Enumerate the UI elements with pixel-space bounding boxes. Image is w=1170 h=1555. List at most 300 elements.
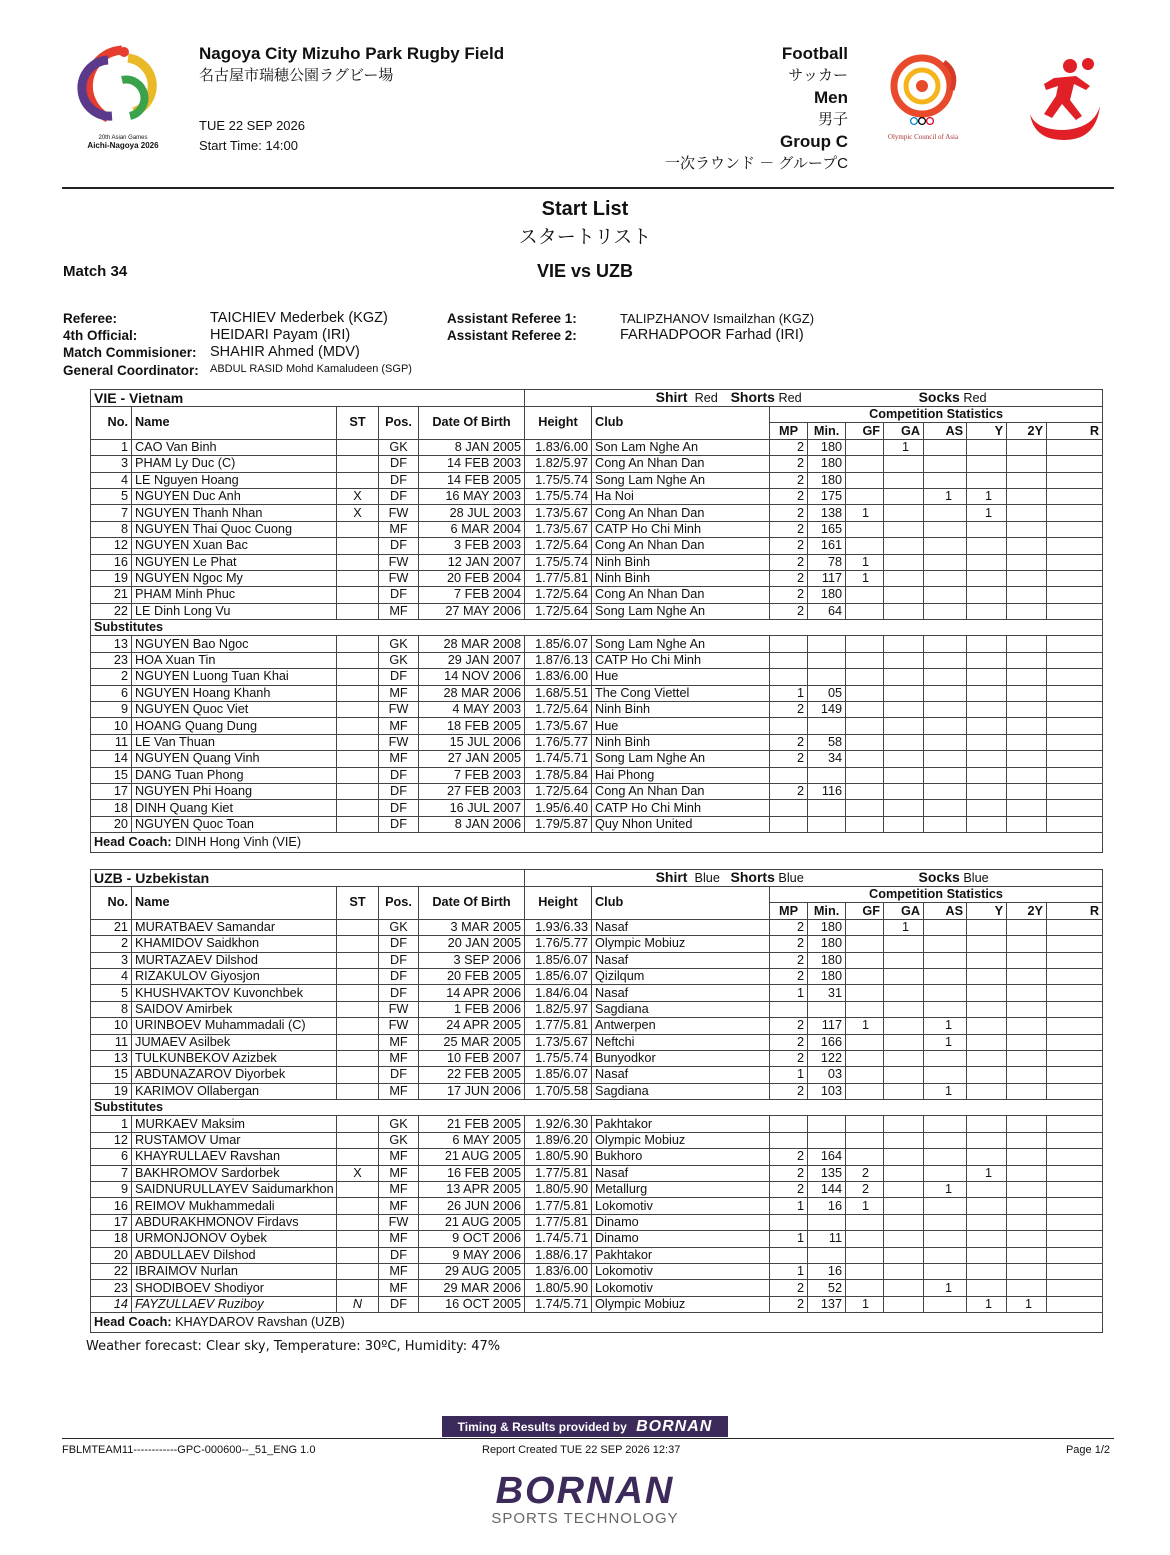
stat-min: 58	[808, 734, 846, 750]
stat-mp: 2	[770, 734, 808, 750]
stat-as	[924, 734, 967, 750]
player-club: Son Lam Nghe An	[592, 439, 770, 455]
stat-as: 1	[924, 1034, 967, 1050]
player-dob: 28 MAR 2008	[419, 636, 525, 652]
stat-y	[967, 952, 1007, 968]
player-number: 8	[91, 1001, 132, 1017]
stat-min: 161	[808, 538, 846, 554]
stat-mp: 2	[770, 439, 808, 455]
player-status	[337, 570, 379, 586]
stat-min: 180	[808, 952, 846, 968]
player-position: MF	[379, 1050, 419, 1066]
player-club: Metallurg	[592, 1182, 770, 1198]
player-status	[337, 952, 379, 968]
player-dob: 3 SEP 2006	[419, 952, 525, 968]
col-header-y: Y	[967, 423, 1007, 439]
report-code: FBLMTEAM11------------GPC-000600--_51_ENG 1.0	[62, 1444, 316, 1456]
player-dob: 4 MAY 2003	[419, 702, 525, 718]
player-club: Nasaf	[592, 1067, 770, 1083]
stat-gf	[846, 456, 884, 472]
stat-min: 138	[808, 505, 846, 521]
player-name: URMONJONOV Oybek	[132, 1231, 337, 1247]
kit-shorts-label: Shorts	[730, 869, 775, 885]
stat-mp: 2	[770, 968, 808, 984]
stat-min: 164	[808, 1149, 846, 1165]
stat-as	[924, 1001, 967, 1017]
player-height: 1.82/5.97	[525, 456, 592, 472]
player-number: 21	[91, 919, 132, 935]
player-height: 1.87/6.13	[525, 652, 592, 668]
stat-y	[967, 1132, 1007, 1148]
match-teams: VIE vs UZB	[536, 261, 634, 281]
team-header-row	[91, 870, 1103, 887]
player-club: Nasaf	[592, 919, 770, 935]
player-status	[337, 587, 379, 603]
col-header-no: No.	[91, 887, 132, 920]
col-header-gf: GF	[846, 903, 884, 919]
player-status: X	[337, 1165, 379, 1181]
stat-gf	[846, 472, 884, 488]
stat-ga	[884, 1247, 924, 1263]
player-number: 7	[91, 1165, 132, 1181]
head-coach-value: KHAYDAROV Ravshan (UZB)	[175, 1315, 345, 1330]
player-row	[91, 636, 1103, 652]
venue-name: Nagoya City Mizuho Park Rugby Field	[199, 44, 505, 63]
stat-gf	[846, 603, 884, 619]
player-club: Sagdiana	[592, 1083, 770, 1099]
stat-2y	[1007, 1149, 1047, 1165]
stat-2y	[1007, 800, 1047, 816]
stat-min	[808, 1001, 846, 1017]
player-dob: 16 FEB 2005	[419, 1165, 525, 1181]
stat-min	[808, 1247, 846, 1263]
player-dob: 3 FEB 2003	[419, 538, 525, 554]
player-status	[337, 1231, 379, 1247]
player-name: HOANG Quang Dung	[132, 718, 337, 734]
stat-gf: 1	[846, 570, 884, 586]
player-number: 1	[91, 1116, 132, 1132]
stat-as	[924, 538, 967, 554]
player-number: 6	[91, 685, 132, 701]
stat-mp: 2	[770, 919, 808, 935]
player-height: 1.77/5.81	[525, 1165, 592, 1181]
stat-ga	[884, 456, 924, 472]
player-name: JUMAEV Asilbek	[132, 1034, 337, 1050]
player-row	[91, 1280, 1103, 1296]
stat-y	[967, 816, 1007, 832]
player-dob: 29 JAN 2007	[419, 652, 525, 668]
player-height: 1.76/5.77	[525, 936, 592, 952]
stat-y	[967, 587, 1007, 603]
stat-2y	[1007, 554, 1047, 570]
stat-as	[924, 505, 967, 521]
ar2-label: Assistant Referee 2:	[447, 328, 577, 343]
stat-mp	[770, 1247, 808, 1263]
player-name: NGUYEN Thai Quoc Cuong	[132, 521, 337, 537]
player-club: Bukhoro	[592, 1149, 770, 1165]
col-header-as: AS	[924, 903, 967, 919]
player-name: NGUYEN Le Phat	[132, 554, 337, 570]
player-status	[337, 767, 379, 783]
player-dob: 27 JAN 2005	[419, 751, 525, 767]
stat-ga	[884, 1067, 924, 1083]
player-dob: 6 MAR 2004	[419, 521, 525, 537]
stat-y	[967, 521, 1007, 537]
player-dob: 1 FEB 2006	[419, 1001, 525, 1017]
player-position: DF	[379, 767, 419, 783]
kit-socks-value: Red	[963, 391, 987, 405]
player-status	[337, 456, 379, 472]
stat-r	[1047, 1182, 1103, 1198]
player-row	[91, 1247, 1103, 1263]
stat-min	[808, 1214, 846, 1230]
player-row	[91, 603, 1103, 619]
player-height: 1.74/5.71	[525, 751, 592, 767]
stat-r	[1047, 636, 1103, 652]
player-number: 3	[91, 456, 132, 472]
player-height: 1.80/5.90	[525, 1280, 592, 1296]
stat-min: 149	[808, 702, 846, 718]
player-club: CATP Ho Chi Minh	[592, 652, 770, 668]
player-row	[91, 521, 1103, 537]
stat-2y	[1007, 1083, 1047, 1099]
stat-2y	[1007, 816, 1047, 832]
player-number: 19	[91, 1083, 132, 1099]
stat-gf	[846, 521, 884, 537]
player-dob: 21 AUG 2005	[419, 1214, 525, 1230]
stat-as	[924, 1149, 967, 1165]
stat-as	[924, 767, 967, 783]
stat-r	[1047, 816, 1103, 832]
player-row	[91, 1034, 1103, 1050]
col-header-as: AS	[924, 423, 967, 439]
ar1-label: Assistant Referee 1:	[447, 311, 577, 326]
player-height: 1.72/5.64	[525, 603, 592, 619]
stat-gf	[846, 968, 884, 984]
stat-mp: 2	[770, 1083, 808, 1099]
kit-shorts	[730, 869, 924, 887]
stat-mp: 2	[770, 1050, 808, 1066]
stat-as	[924, 587, 967, 603]
player-height: 1.88/6.17	[525, 1247, 592, 1263]
stat-r	[1047, 1198, 1103, 1214]
stat-min: 180	[808, 919, 846, 935]
player-name: NGUYEN Quang Vinh	[132, 751, 337, 767]
player-name: NGUYEN Hoang Khanh	[132, 685, 337, 701]
player-position: DF	[379, 952, 419, 968]
stat-y	[967, 1034, 1007, 1050]
stat-y	[967, 985, 1007, 1001]
kit-shirt-label: Shirt	[655, 869, 688, 885]
stat-r	[1047, 587, 1103, 603]
stat-2y	[1007, 538, 1047, 554]
player-row	[91, 800, 1103, 816]
player-position: MF	[379, 1280, 419, 1296]
player-club: Olympic Mobiuz	[592, 936, 770, 952]
player-name: SAIDOV Amirbek	[132, 1001, 337, 1017]
commissioner-value: SHAHIR Ahmed (MDV)	[210, 344, 360, 360]
player-club: Pakhtakor	[592, 1116, 770, 1132]
stat-gf: 1	[846, 1296, 884, 1312]
stat-y: 1	[967, 488, 1007, 504]
col-header-height: Height	[525, 407, 592, 440]
stat-ga	[884, 718, 924, 734]
kit-socks-value: Blue	[963, 871, 989, 885]
sport-jp: サッカー	[788, 67, 848, 84]
stat-as: 1	[924, 1083, 967, 1099]
stat-2y	[1007, 767, 1047, 783]
stat-min: 117	[808, 1018, 846, 1034]
team-table-vie	[90, 389, 1103, 853]
player-club: Neftchi	[592, 1034, 770, 1050]
oca-logo	[878, 48, 968, 148]
stat-y	[967, 472, 1007, 488]
player-status	[337, 1280, 379, 1296]
stat-r	[1047, 1247, 1103, 1263]
stat-gf	[846, 488, 884, 504]
stat-min: 180	[808, 936, 846, 952]
stat-2y	[1007, 1034, 1047, 1050]
stat-ga	[884, 1296, 924, 1312]
player-club: Ninh Binh	[592, 554, 770, 570]
player-position: MF	[379, 1198, 419, 1214]
stat-r	[1047, 919, 1103, 935]
col-header-pos: Pos.	[379, 407, 419, 440]
col-header-y2: 2Y	[1007, 423, 1047, 439]
player-position: FW	[379, 734, 419, 750]
player-status	[337, 1083, 379, 1099]
player-height: 1.95/6.40	[525, 800, 592, 816]
stat-min	[808, 800, 846, 816]
stat-ga	[884, 603, 924, 619]
stat-mp: 1	[770, 985, 808, 1001]
stat-r	[1047, 685, 1103, 701]
player-dob: 21 FEB 2005	[419, 1116, 525, 1132]
player-dob: 28 MAR 2006	[419, 685, 525, 701]
player-number: 1	[91, 439, 132, 455]
stat-2y	[1007, 751, 1047, 767]
stat-min: 05	[808, 685, 846, 701]
player-name: PHAM Ly Duc (C)	[132, 456, 337, 472]
stat-2y	[1007, 1165, 1047, 1181]
stat-gf	[846, 538, 884, 554]
player-number: 20	[91, 1247, 132, 1263]
player-position: MF	[379, 1182, 419, 1198]
stat-gf	[846, 952, 884, 968]
stat-as	[924, 1067, 967, 1083]
col-header-min: Min.	[808, 423, 846, 439]
stat-r	[1047, 669, 1103, 685]
stat-min: 16	[808, 1263, 846, 1279]
player-position: MF	[379, 1231, 419, 1247]
team-header-row	[91, 390, 1103, 407]
stat-gf: 1	[846, 505, 884, 521]
head-coach-row	[91, 1313, 1103, 1333]
player-height: 1.68/5.51	[525, 685, 592, 701]
stat-ga: 1	[884, 919, 924, 935]
player-status: X	[337, 488, 379, 504]
kit-shirt-value: Red	[694, 391, 718, 405]
stat-min: 180	[808, 439, 846, 455]
col-header-mp: MP	[770, 903, 808, 919]
stat-y	[967, 652, 1007, 668]
stat-ga	[884, 472, 924, 488]
stat-mp: 2	[770, 1165, 808, 1181]
player-status	[337, 1247, 379, 1263]
group: Group C	[780, 132, 848, 151]
player-row	[91, 816, 1103, 832]
stat-2y	[1007, 669, 1047, 685]
player-number: 17	[91, 1214, 132, 1230]
player-name: LE Nguyen Hoang	[132, 472, 337, 488]
player-club: Antwerpen	[592, 1018, 770, 1034]
stat-y	[967, 669, 1007, 685]
player-number: 8	[91, 521, 132, 537]
player-row	[91, 587, 1103, 603]
player-row	[91, 702, 1103, 718]
stat-as	[924, 816, 967, 832]
head-coach	[91, 1313, 1103, 1333]
kit-shorts-value: Red	[778, 391, 802, 405]
col-header-competition-stats: Competition Statistics	[770, 407, 1103, 423]
stat-min: 180	[808, 472, 846, 488]
col-header-gf: GF	[846, 423, 884, 439]
stat-as	[924, 669, 967, 685]
stat-r	[1047, 1001, 1103, 1017]
ar2-value: FARHADPOOR Farhad (IRI)	[620, 327, 804, 343]
stat-2y	[1007, 1067, 1047, 1083]
stat-as	[924, 554, 967, 570]
stat-ga	[884, 1214, 924, 1230]
stat-as: 1	[924, 488, 967, 504]
player-number: 16	[91, 1198, 132, 1214]
player-row	[91, 1050, 1103, 1066]
player-dob: 9 OCT 2006	[419, 1231, 525, 1247]
football-player-icon	[1024, 56, 1104, 141]
stat-mp: 2	[770, 1149, 808, 1165]
player-dob: 3 MAR 2005	[419, 919, 525, 935]
stat-2y	[1007, 488, 1047, 504]
stat-as	[924, 1165, 967, 1181]
page-number: Page 1/2	[1065, 1444, 1110, 1456]
stat-r	[1047, 783, 1103, 799]
player-status	[337, 936, 379, 952]
player-height: 1.80/5.90	[525, 1149, 592, 1165]
player-number: 11	[91, 734, 132, 750]
stat-2y	[1007, 1280, 1047, 1296]
column-header-row	[91, 407, 1103, 423]
footer-divider	[62, 1438, 1114, 1439]
player-position: FW	[379, 702, 419, 718]
col-header-club: Club	[592, 887, 770, 920]
stat-r	[1047, 472, 1103, 488]
stat-gf	[846, 652, 884, 668]
player-row	[91, 1198, 1103, 1214]
player-status	[337, 800, 379, 816]
stat-r	[1047, 505, 1103, 521]
stat-y	[967, 636, 1007, 652]
player-row	[91, 570, 1103, 586]
player-height: 1.78/5.84	[525, 767, 592, 783]
player-dob: 20 JAN 2005	[419, 936, 525, 952]
kit-socks-label: Socks	[918, 869, 960, 885]
player-height: 1.73/5.67	[525, 505, 592, 521]
stat-as	[924, 456, 967, 472]
col-header-st: ST	[337, 407, 379, 440]
col-header-r: R	[1047, 903, 1103, 919]
stat-ga	[884, 505, 924, 521]
player-row	[91, 1083, 1103, 1099]
stat-min: 122	[808, 1050, 846, 1066]
stat-r	[1047, 1165, 1103, 1181]
stat-r	[1047, 1231, 1103, 1247]
weather-forecast: Weather forecast: Clear sky, Temperature: 30ºC, Humidity: 47%	[86, 1339, 501, 1354]
player-club: Ninh Binh	[592, 570, 770, 586]
player-position: DF	[379, 936, 419, 952]
player-name: NGUYEN Thanh Nhan	[132, 505, 337, 521]
player-name: ABDULLAEV Dilshod	[132, 1247, 337, 1263]
player-club: CATP Ho Chi Minh	[592, 800, 770, 816]
oca-emblem-icon	[878, 48, 968, 128]
player-height: 1.72/5.64	[525, 587, 592, 603]
player-status	[337, 685, 379, 701]
player-club: Nasaf	[592, 1165, 770, 1181]
player-name: KARIMOV Ollabergan	[132, 1083, 337, 1099]
stat-r	[1047, 718, 1103, 734]
stat-y	[967, 1263, 1007, 1279]
stat-as	[924, 439, 967, 455]
player-name: REIMOV Mukhammedali	[132, 1198, 337, 1214]
player-height: 1.75/5.74	[525, 554, 592, 570]
col-header-dob: Date Of Birth	[419, 407, 525, 440]
stat-as	[924, 652, 967, 668]
col-header-pos: Pos.	[379, 887, 419, 920]
stat-2y	[1007, 652, 1047, 668]
stat-min: 11	[808, 1231, 846, 1247]
stat-2y	[1007, 1182, 1047, 1198]
stat-y	[967, 783, 1007, 799]
player-club: Cong An Nhan Dan	[592, 505, 770, 521]
player-club: Quy Nhon United	[592, 816, 770, 832]
player-dob: 20 FEB 2005	[419, 968, 525, 984]
commissioner-label: Match Commisioner:	[63, 345, 197, 360]
player-number: 20	[91, 816, 132, 832]
stat-gf: 1	[846, 554, 884, 570]
stat-y	[967, 570, 1007, 586]
stat-mp: 2	[770, 538, 808, 554]
stat-r	[1047, 488, 1103, 504]
player-number: 14	[91, 751, 132, 767]
stat-min: 03	[808, 1067, 846, 1083]
stat-2y	[1007, 505, 1047, 521]
stat-mp: 2	[770, 751, 808, 767]
stat-r	[1047, 1149, 1103, 1165]
stat-r	[1047, 936, 1103, 952]
player-name: TULKUNBEKOV Azizbek	[132, 1050, 337, 1066]
stat-gf	[846, 751, 884, 767]
player-club: Lokomotiv	[592, 1263, 770, 1279]
stat-2y: 1	[1007, 1296, 1047, 1312]
stat-r	[1047, 538, 1103, 554]
player-row	[91, 1132, 1103, 1148]
player-height: 1.93/6.33	[525, 919, 592, 935]
substitutes-row	[91, 1100, 1103, 1116]
player-name: PHAM Minh Phuc	[132, 587, 337, 603]
stat-y	[967, 439, 1007, 455]
player-status	[337, 1050, 379, 1066]
player-row	[91, 968, 1103, 984]
stat-as: 1	[924, 1182, 967, 1198]
